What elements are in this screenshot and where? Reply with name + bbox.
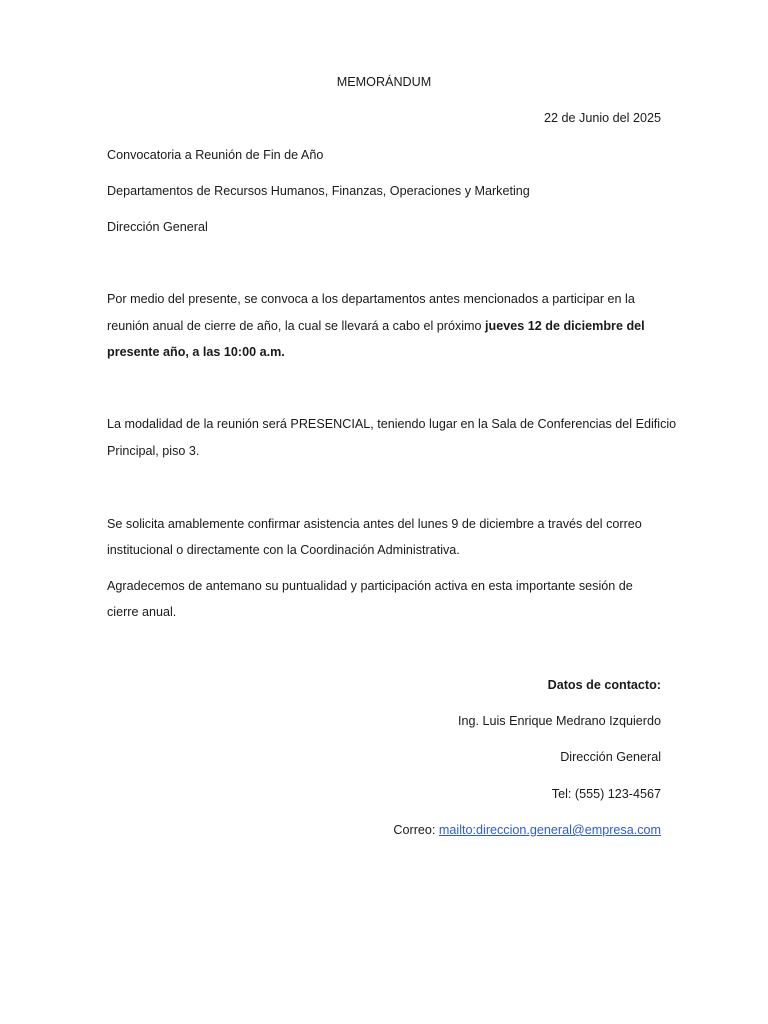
contact-name: Ing. Luis Enrique Medrano Izquierdo — [457, 714, 661, 728]
body-paragraph-4-line-2: cierre anual. — [107, 605, 177, 619]
body-paragraph-2-line-2: Principal, piso 3. — [107, 444, 200, 458]
contact-phone: Tel: (555) 123-4567 — [551, 787, 661, 801]
memo-title: MEMORÁNDUM — [336, 75, 432, 89]
contact-email-link[interactable]: mailto:direccion.general@empresa.com — [438, 823, 661, 837]
contact-role: Dirección General — [560, 750, 661, 764]
meeting-date-highlight: jueves 12 de diciembre del — [485, 319, 645, 333]
contact-email-line — [393, 822, 661, 838]
memo-recipients: Departamentos de Recursos Humanos, Finanzas, Operaciones y Marketing — [107, 184, 530, 198]
body-text: reunión anual de cierre de año, la cual se llevará a cabo el próximo — [107, 319, 486, 333]
contact-heading: Datos de contacto: — [547, 678, 661, 692]
memo-date: 22 de Junio del 2025 — [544, 111, 661, 125]
body-paragraph-2-line-1: La modalidad de la reunión será PRESENCIAL, teniendo lugar en la Sala de Conferencias del Edificio — [107, 417, 677, 431]
body-paragraph-1-line-1: Por medio del presente, se convoca a los departamentos antes mencionados a participar en la — [107, 292, 635, 306]
body-paragraph-1-line-2 — [107, 318, 645, 334]
body-paragraph-3-line-2: institucional o directamente con la Coordinación Administrativa. — [107, 543, 460, 557]
memo-sender: Dirección General — [107, 220, 208, 234]
memo-subject: Convocatoria a Reunión de Fin de Año — [107, 148, 324, 162]
meeting-time-highlight: presente año, a las 10:00 a.m. — [107, 345, 285, 359]
body-paragraph-4-line-1: Agradecemos de antemano su puntualidad y participación activa en esta importante sesión de — [107, 579, 633, 593]
body-paragraph-3-line-1: Se solicita amablemente confirmar asistencia antes del lunes 9 de diciembre a través del correo — [107, 517, 642, 531]
contact-email-label: Correo: — [393, 823, 439, 837]
